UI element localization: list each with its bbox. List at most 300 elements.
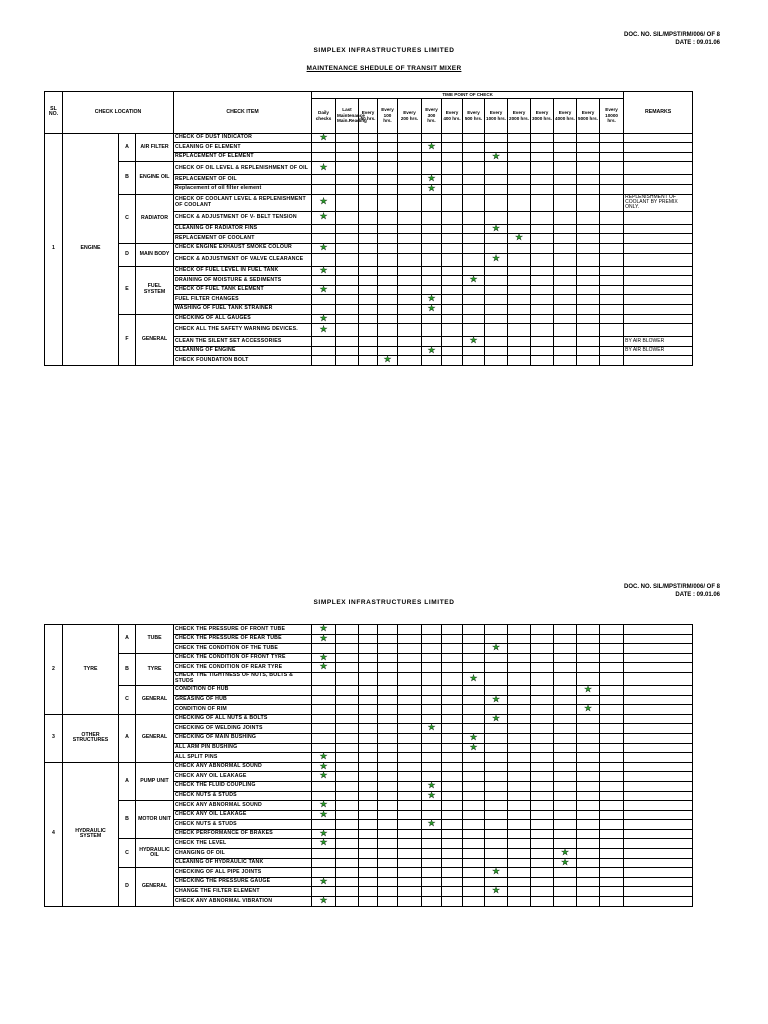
- interval-cell: [531, 829, 554, 839]
- interval-cell: [442, 133, 463, 143]
- interval-cell: [378, 337, 398, 347]
- interval-cell: [312, 897, 336, 907]
- interval-cell: [554, 276, 577, 286]
- interval-cell: [531, 858, 554, 868]
- check-item: CHECKING THE PRESSURE GAUGE: [174, 877, 312, 887]
- interval-cell: [577, 634, 600, 644]
- interval-cell: [531, 314, 554, 324]
- interval-cell: [600, 877, 624, 887]
- check-item: CHECKING OF ALL GAUGES: [174, 314, 312, 324]
- doc-number-header-2: [624, 583, 720, 599]
- check-item: CLEANING OF ELEMENT: [174, 143, 312, 153]
- interval-cell: [442, 175, 463, 185]
- interval-cell: [531, 194, 554, 211]
- interval-cell: [554, 653, 577, 663]
- group-name: MOTOR UNIT: [136, 801, 174, 839]
- interval-cell: [442, 162, 463, 175]
- interval-cell: [312, 634, 336, 644]
- interval-cell: [398, 243, 422, 253]
- remark-cell: [624, 695, 693, 705]
- interval-cell: [531, 705, 554, 715]
- remark-cell: [624, 829, 693, 839]
- interval-cell: [485, 772, 508, 782]
- check-star-icon: ★: [319, 760, 328, 771]
- interval-cell: [531, 695, 554, 705]
- interval-cell: [554, 743, 577, 753]
- interval-cell: [336, 839, 359, 849]
- interval-cell: [463, 887, 485, 897]
- interval-cell: [485, 346, 508, 356]
- interval-cell: [398, 634, 422, 644]
- interval-cell: [531, 772, 554, 782]
- check-star-icon: ★: [427, 182, 436, 193]
- interval-cell: [554, 194, 577, 211]
- interval-cell: [463, 143, 485, 153]
- interval-cell: [398, 253, 422, 266]
- interval-cell: [359, 829, 378, 839]
- interval-cell: [378, 625, 398, 635]
- interval-cell: [359, 324, 378, 337]
- interval-cell: [442, 829, 463, 839]
- interval-cell: [577, 839, 600, 849]
- interval-cell: [600, 175, 624, 185]
- check-star-icon: ★: [469, 741, 478, 752]
- header-interval: Every 50 hrs.: [359, 98, 378, 133]
- interval-cell: [485, 753, 508, 763]
- interval-cell: [378, 314, 398, 324]
- interval-cell: [554, 772, 577, 782]
- interval-cell: [422, 672, 442, 685]
- check-star-icon: ★: [491, 885, 501, 896]
- interval-cell: [554, 224, 577, 234]
- interval-cell: [577, 743, 600, 753]
- check-item: REPLACEMENT OF COOLANT: [174, 234, 312, 244]
- interval-cell: [398, 266, 422, 276]
- check-item: CHECK THE CONDITION OF REAR TYRE: [174, 663, 312, 673]
- interval-cell: [600, 634, 624, 644]
- check-item: CHECK OF FUEL TANK ELEMENT: [174, 285, 312, 295]
- interval-cell: [398, 695, 422, 705]
- interval-cell: [336, 772, 359, 782]
- check-star-icon: ★: [469, 274, 478, 285]
- interval-cell: [600, 211, 624, 224]
- check-star-icon: ★: [514, 232, 524, 243]
- check-item: CHECK THE LEVEL: [174, 839, 312, 849]
- interval-cell: [508, 143, 531, 153]
- interval-cell: [508, 897, 531, 907]
- interval-cell: [531, 801, 554, 811]
- interval-cell: [378, 839, 398, 849]
- interval-cell: [359, 733, 378, 743]
- check-star-icon: ★: [491, 693, 501, 704]
- interval-cell: [336, 356, 359, 366]
- interval-cell: [378, 743, 398, 753]
- interval-cell: [336, 724, 359, 734]
- interval-cell: [422, 791, 442, 801]
- interval-cell: [531, 324, 554, 337]
- interval-cell: [463, 868, 485, 878]
- group-name: FUEL SYSTEM: [136, 266, 174, 314]
- interval-cell: [336, 685, 359, 695]
- interval-cell: [485, 356, 508, 366]
- interval-cell: [554, 314, 577, 324]
- interval-cell: [463, 253, 485, 266]
- interval-cell: [577, 337, 600, 347]
- interval-cell: [508, 324, 531, 337]
- interval-cell: [336, 337, 359, 347]
- interval-cell: [312, 839, 336, 849]
- interval-cell: [508, 175, 531, 185]
- interval-cell: [312, 133, 336, 143]
- check-item: CHECKING OF ALL PIPE JOINTS: [174, 868, 312, 878]
- remark-cell: [624, 285, 693, 295]
- interval-cell: [378, 162, 398, 175]
- interval-cell: [554, 295, 577, 305]
- interval-cell: [442, 634, 463, 644]
- interval-cell: [508, 781, 531, 791]
- interval-cell: [485, 724, 508, 734]
- interval-cell: [422, 858, 442, 868]
- interval-cell: [600, 184, 624, 194]
- interval-cell: [422, 829, 442, 839]
- check-star-icon: ★: [383, 354, 392, 365]
- check-star-icon: ★: [427, 818, 436, 829]
- page-title: MAINTENANCE SHEDULE OF TRANSIT MIXER: [306, 65, 462, 72]
- interval-cell: [485, 781, 508, 791]
- interval-cell: [398, 653, 422, 663]
- interval-cell: [442, 644, 463, 654]
- interval-cell: [508, 839, 531, 849]
- interval-cell: [398, 295, 422, 305]
- interval-cell: [312, 224, 336, 234]
- interval-cell: [422, 887, 442, 897]
- interval-cell: [554, 253, 577, 266]
- remark-cell: [624, 663, 693, 673]
- remark-cell: [624, 644, 693, 654]
- interval-cell: [600, 253, 624, 266]
- interval-cell: [485, 849, 508, 859]
- interval-cell: [336, 304, 359, 314]
- check-star-icon: ★: [319, 770, 328, 781]
- interval-cell: [422, 243, 442, 253]
- interval-cell: [600, 276, 624, 286]
- interval-cell: [336, 211, 359, 224]
- interval-cell: [463, 625, 485, 635]
- interval-cell: [359, 724, 378, 734]
- interval-cell: [398, 887, 422, 897]
- interval-cell: [485, 897, 508, 907]
- interval-cell: [485, 801, 508, 811]
- interval-cell: [463, 285, 485, 295]
- interval-cell: [398, 644, 422, 654]
- remark-cell: [624, 672, 693, 685]
- table-row: [45, 714, 693, 724]
- interval-cell: [359, 266, 378, 276]
- interval-cell: [508, 724, 531, 734]
- interval-cell: [422, 356, 442, 366]
- interval-cell: [422, 705, 442, 715]
- interval-cell: [442, 839, 463, 849]
- check-star-icon: ★: [583, 703, 593, 714]
- interval-cell: [600, 897, 624, 907]
- remark-cell: [624, 801, 693, 811]
- interval-cell: [359, 849, 378, 859]
- interval-cell: [336, 143, 359, 153]
- interval-cell: [508, 791, 531, 801]
- interval-cell: [336, 266, 359, 276]
- interval-cell: [422, 224, 442, 234]
- interval-cell: [359, 653, 378, 663]
- interval-cell: [312, 295, 336, 305]
- interval-cell: [442, 877, 463, 887]
- table-row: [45, 868, 693, 878]
- interval-cell: [531, 175, 554, 185]
- interval-cell: [577, 801, 600, 811]
- interval-cell: [359, 356, 378, 366]
- interval-cell: [442, 266, 463, 276]
- interval-cell: [378, 234, 398, 244]
- table-row: [45, 194, 693, 211]
- interval-cell: [398, 810, 422, 820]
- interval-cell: [422, 653, 442, 663]
- group-name: RADIATOR: [136, 194, 174, 243]
- check-item: DRAINING OF MOISTURE & SEDIMENTS: [174, 276, 312, 286]
- interval-cell: [312, 695, 336, 705]
- interval-cell: [508, 133, 531, 143]
- interval-cell: [508, 714, 531, 724]
- check-item: CHECK ANY ABNORMAL VIBRATION: [174, 897, 312, 907]
- remark-cell: [624, 234, 693, 244]
- check-star-icon: ★: [319, 162, 328, 173]
- interval-cell: [600, 762, 624, 772]
- interval-cell: [398, 133, 422, 143]
- interval-cell: [378, 829, 398, 839]
- interval-cell: [600, 839, 624, 849]
- interval-cell: [312, 243, 336, 253]
- interval-cell: [378, 820, 398, 830]
- interval-cell: [398, 820, 422, 830]
- group-letter: B: [119, 801, 136, 839]
- interval-cell: [359, 234, 378, 244]
- interval-cell: [398, 858, 422, 868]
- interval-cell: [485, 810, 508, 820]
- interval-cell: [531, 781, 554, 791]
- doc-number: DOC. NO. SIL/MPST/RM/006/ OF 8: [623, 584, 720, 590]
- interval-cell: [577, 877, 600, 887]
- interval-cell: [442, 653, 463, 663]
- interval-cell: [442, 672, 463, 685]
- interval-cell: [463, 663, 485, 673]
- interval-cell: [531, 285, 554, 295]
- table-row: [45, 625, 693, 635]
- interval-cell: [463, 858, 485, 868]
- interval-cell: [600, 829, 624, 839]
- check-item: WASHING OF FUEL TANK STRAINER: [174, 304, 312, 314]
- remark-cell: [624, 743, 693, 753]
- interval-cell: [359, 243, 378, 253]
- interval-cell: [463, 772, 485, 782]
- interval-cell: [600, 625, 624, 635]
- interval-cell: [554, 356, 577, 366]
- interval-cell: [312, 143, 336, 153]
- interval-cell: [463, 820, 485, 830]
- interval-cell: [600, 685, 624, 695]
- interval-cell: [508, 695, 531, 705]
- interval-cell: [422, 152, 442, 162]
- check-item: REPLACEMENT OF ELEMENT: [174, 152, 312, 162]
- interval-cell: [531, 724, 554, 734]
- interval-cell: [359, 663, 378, 673]
- check-item: CHECK ANY OIL LEAKAGE: [174, 772, 312, 782]
- group-name: GENERAL: [136, 314, 174, 365]
- check-star-icon: ★: [427, 293, 436, 304]
- remark-cell: [624, 849, 693, 859]
- check-item: CHANGE THE FILTER ELEMENT: [174, 887, 312, 897]
- interval-cell: [577, 781, 600, 791]
- interval-cell: [359, 858, 378, 868]
- interval-cell: [336, 295, 359, 305]
- interval-cell: [442, 714, 463, 724]
- interval-cell: [485, 175, 508, 185]
- interval-cell: [577, 733, 600, 743]
- interval-cell: [508, 285, 531, 295]
- interval-cell: [463, 243, 485, 253]
- interval-cell: [422, 314, 442, 324]
- interval-cell: [378, 663, 398, 673]
- section-number: 2: [45, 625, 63, 715]
- interval-cell: [554, 829, 577, 839]
- header-interval: Every 2000 hrs.: [508, 98, 531, 133]
- interval-cell: [554, 143, 577, 153]
- table-row: [45, 839, 693, 849]
- remark-cell: [624, 762, 693, 772]
- header-time-point: TIME POINT OF CHECK: [312, 92, 624, 99]
- check-item: CLEAN THE SILENT SET ACCESSORIES: [174, 337, 312, 347]
- interval-cell: [577, 858, 600, 868]
- interval-cell: [600, 733, 624, 743]
- check-item: CHECKING OF ALL NUTS & BOLTS: [174, 714, 312, 724]
- interval-cell: [577, 820, 600, 830]
- remark-cell: [624, 314, 693, 324]
- interval-cell: [442, 858, 463, 868]
- interval-cell: [359, 672, 378, 685]
- interval-cell: [378, 849, 398, 859]
- interval-cell: [554, 337, 577, 347]
- check-star-icon: ★: [427, 722, 436, 733]
- interval-cell: [398, 733, 422, 743]
- interval-cell: [600, 337, 624, 347]
- interval-cell: [422, 877, 442, 887]
- interval-cell: [463, 877, 485, 887]
- interval-cell: [463, 337, 485, 347]
- interval-cell: [577, 276, 600, 286]
- check-item: REPLACEMENT OF OIL: [174, 175, 312, 185]
- interval-cell: [577, 295, 600, 305]
- interval-cell: [485, 714, 508, 724]
- interval-cell: [600, 356, 624, 366]
- interval-cell: [378, 801, 398, 811]
- interval-cell: [336, 175, 359, 185]
- interval-cell: [442, 253, 463, 266]
- interval-cell: [359, 772, 378, 782]
- interval-cell: [312, 184, 336, 194]
- interval-cell: [378, 897, 398, 907]
- check-star-icon: ★: [319, 323, 328, 334]
- interval-cell: [600, 705, 624, 715]
- interval-cell: [508, 820, 531, 830]
- interval-cell: [531, 276, 554, 286]
- interval-cell: [312, 152, 336, 162]
- interval-cell: [359, 877, 378, 887]
- remark-cell: [624, 724, 693, 734]
- interval-cell: [531, 625, 554, 635]
- interval-cell: [378, 695, 398, 705]
- interval-cell: [442, 791, 463, 801]
- interval-cell: [554, 762, 577, 772]
- interval-cell: [359, 152, 378, 162]
- interval-cell: [531, 234, 554, 244]
- interval-cell: [442, 820, 463, 830]
- interval-cell: [312, 663, 336, 673]
- check-star-icon: ★: [319, 196, 328, 207]
- interval-cell: [554, 625, 577, 635]
- interval-cell: [359, 285, 378, 295]
- interval-cell: [554, 266, 577, 276]
- interval-cell: [378, 266, 398, 276]
- interval-cell: [577, 304, 600, 314]
- interval-cell: [463, 184, 485, 194]
- interval-cell: [577, 133, 600, 143]
- interval-cell: [378, 634, 398, 644]
- check-star-icon: ★: [491, 642, 501, 653]
- interval-cell: [312, 724, 336, 734]
- check-item: CHECK THE PRESSURE OF REAR TUBE: [174, 634, 312, 644]
- interval-cell: [485, 762, 508, 772]
- interval-cell: [359, 644, 378, 654]
- interval-cell: [359, 897, 378, 907]
- remark-cell: [624, 868, 693, 878]
- check-item: CHECK OF COOLANT LEVEL & REPLENISHMENT OF COOLANT: [174, 194, 312, 211]
- table-row: [45, 685, 693, 695]
- interval-cell: [600, 801, 624, 811]
- interval-cell: [600, 314, 624, 324]
- interval-cell: [554, 791, 577, 801]
- section-name: HYDRAULIC SYSTEM: [63, 762, 119, 906]
- check-item: ALL SPLIT PINS: [174, 753, 312, 763]
- interval-cell: [554, 887, 577, 897]
- interval-cell: [508, 625, 531, 635]
- interval-cell: [600, 781, 624, 791]
- interval-cell: [554, 672, 577, 685]
- interval-cell: [554, 877, 577, 887]
- group-name: HYDRAULIC OIL: [136, 839, 174, 868]
- interval-cell: [508, 162, 531, 175]
- interval-cell: [422, 194, 442, 211]
- interval-cell: [398, 714, 422, 724]
- interval-cell: [312, 211, 336, 224]
- interval-cell: [554, 705, 577, 715]
- remark-cell: [624, 858, 693, 868]
- interval-cell: [378, 276, 398, 286]
- check-star-icon: ★: [491, 222, 501, 233]
- interval-cell: [600, 644, 624, 654]
- interval-cell: [554, 634, 577, 644]
- interval-cell: [554, 304, 577, 314]
- interval-cell: [336, 285, 359, 295]
- interval-cell: [378, 143, 398, 153]
- interval-cell: [312, 194, 336, 211]
- interval-cell: [359, 184, 378, 194]
